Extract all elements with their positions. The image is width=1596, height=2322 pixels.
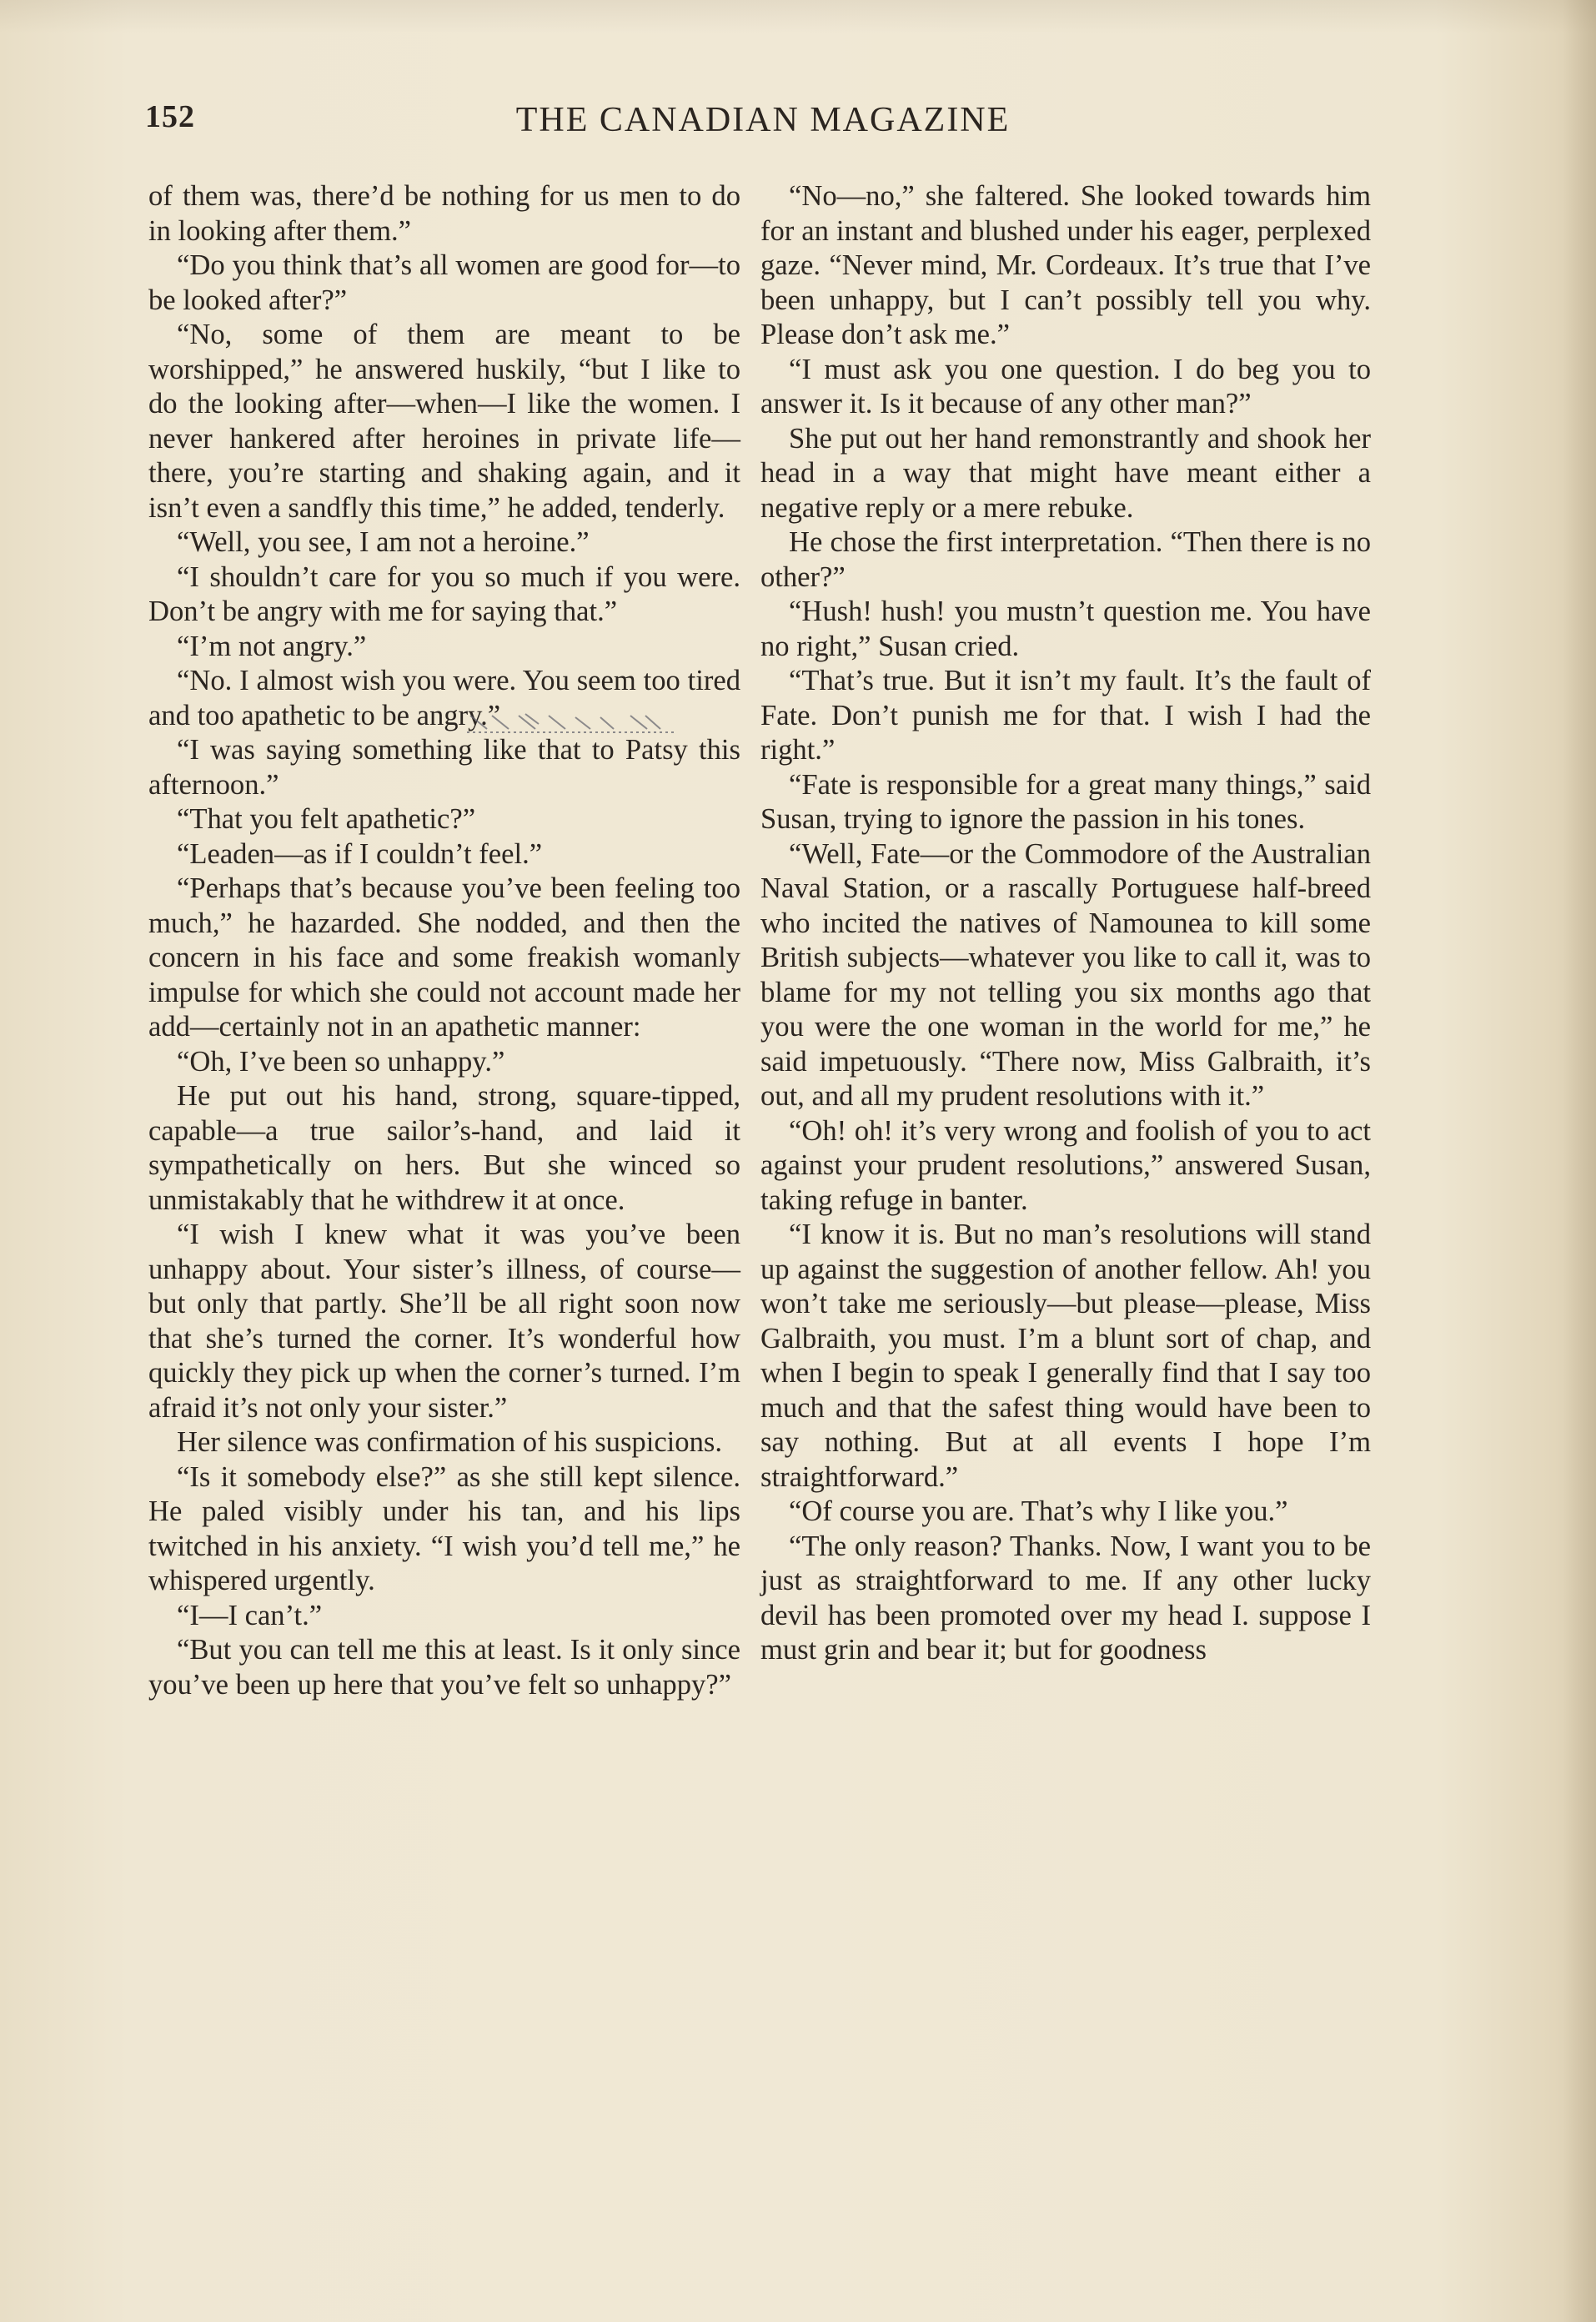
paragraph: “No. I almost wish you were. You seem too tired and too apathetic to be angry.”	[148, 665, 740, 731]
paragraph: “I—I can’t.”	[177, 1599, 323, 1631]
page-top-shadow	[0, 0, 1596, 33]
paragraph: “No—no,” she faltered. She looked towards him for an instant and blushed under his eager, perplexed gaze. “Never mind, Mr. Cordeaux. It’s true that I’ve been unhappy, but I can’t possibly tell you why. Please don’t ask me.”	[760, 180, 1371, 350]
paragraph: “That’s true. But it isn’t my fault. It’s the fault of Fate. Don’t punish me for that. I wish I had the right.”	[760, 665, 1371, 766]
left-column	[148, 179, 740, 1702]
paragraph: “Is it somebody else?” as she still kept silence. He paled visibly under his tan, and his lips twitched in his anxiety. “I wish you’d tell me,” he whispered urgently.	[148, 1460, 740, 1596]
running-head: THE CANADIAN MAGAZINE	[515, 101, 1011, 139]
paragraph: “That you felt apathetic?”	[177, 803, 476, 835]
paragraph: “No, some of them are meant to be worshipped,” he answered huskily, “but I like to do the looking after—when—I like the women. I never hankered after heroines in private life—there, you’re starting and shaking again, and it isn’t even a sandfly this time,” he added, tenderly.	[148, 319, 740, 524]
paragraph: “But you can tell me this at least. Is it only since you’ve been up here that you’ve felt so unhappy?”	[148, 1634, 740, 1701]
paragraph: “I’m not angry.”	[177, 630, 367, 662]
right-column	[760, 179, 1371, 1668]
paragraph: of them was, there’d be nothing for us men to do in looking after them.”	[148, 180, 740, 247]
paragraph: “Do you think that’s all women are good for—to be looked after?”	[148, 249, 740, 316]
paragraph: “Well, you see, I am not a heroine.”	[177, 526, 590, 558]
page-number: 152	[145, 99, 195, 134]
paragraph: “Of course you are. That’s why I like you.”	[789, 1495, 1288, 1527]
paragraph: “Perhaps that’s because you’ve been feeling too much,” he hazarded. She nodded, and then the concern in his face and some freakish womanly impulse for which she could not account made her add—certainly not in an apathetic manner:	[148, 872, 740, 1043]
page-edge-shadow	[1563, 0, 1596, 2322]
paragraph: He put out his hand, strong, square-tipped, capable—a true sailor’s-hand, and laid it sympathetically on hers. But she winced so unmistakably that he withdrew it at once.	[148, 1080, 740, 1216]
paragraph: Her silence was confirmation of his suspicions.	[177, 1426, 722, 1458]
paragraph: “I know it is. But no man’s resolutions will stand up against the suggestion of another fellow. Ah! you won’t take me seriously—but please—please, Miss Galbraith, you must. I’m a blunt sort of chap, and when I begin to speak I generally find that I say too much and that the safest thing would have been to say nothing. But at all events I hope I’m straightforward.”	[760, 1219, 1371, 1493]
paragraph: He chose the first interpretation. “Then there is no other?”	[760, 526, 1371, 593]
paragraph: “Hush! hush! you mustn’t question me. You have no right,” Susan cried.	[760, 596, 1371, 662]
paragraph: “I was saying something like that to Patsy this afternoon.”	[148, 734, 740, 801]
paragraph: “I must ask you one question. I do beg you to answer it. Is it because of any other man?”	[760, 353, 1371, 420]
paragraph: She put out her hand remonstrantly and shook her head in a way that might have meant either a negative reply or a mere rebuke.	[760, 422, 1371, 524]
paragraph: “I wish I knew what it was you’ve been unhappy about. Your sister’s illness, of course—but only that partly. She’ll be all right soon now that she’s turned the corner. It’s wonderful how quickly they pick up when the corner’s turned. I’m afraid it’s not only your sister.”	[148, 1219, 740, 1424]
paragraph: “Oh, I’ve been so unhappy.”	[177, 1045, 505, 1078]
paragraph: “The only reason? Thanks. Now, I want you to be just as straightforward to me. If any other lucky devil has been promoted over my head I. suppose I must grin and bear it; but for goodness	[760, 1530, 1371, 1666]
paragraph: “Well, Fate—or the Commodore of the Australian Naval Station, or a rascally Portuguese half-breed who incited the natives of Namounea to kill some British subjects—whatever you like to call it, was to blame for my not telling you six months ago that you were the one woman in the world for me,” he said impetuously. “There now, Miss Galbraith, it’s out, and all my prudent resolutions with it.”	[760, 837, 1371, 1112]
paragraph: “Oh! oh! it’s very wrong and foolish of you to act against your prudent resolutions,” answered Susan, taking refuge in banter.	[760, 1114, 1371, 1216]
paragraph: “I shouldn’t care for you so much if you were. Don’t be angry with me for saying that.”	[148, 560, 740, 627]
paragraph: “Leaden—as if I couldn’t feel.”	[177, 837, 543, 870]
paragraph: “Fate is responsible for a great many things,” said Susan, trying to ignore the passion in his tones.	[760, 768, 1371, 835]
pencil-marks	[467, 711, 725, 739]
